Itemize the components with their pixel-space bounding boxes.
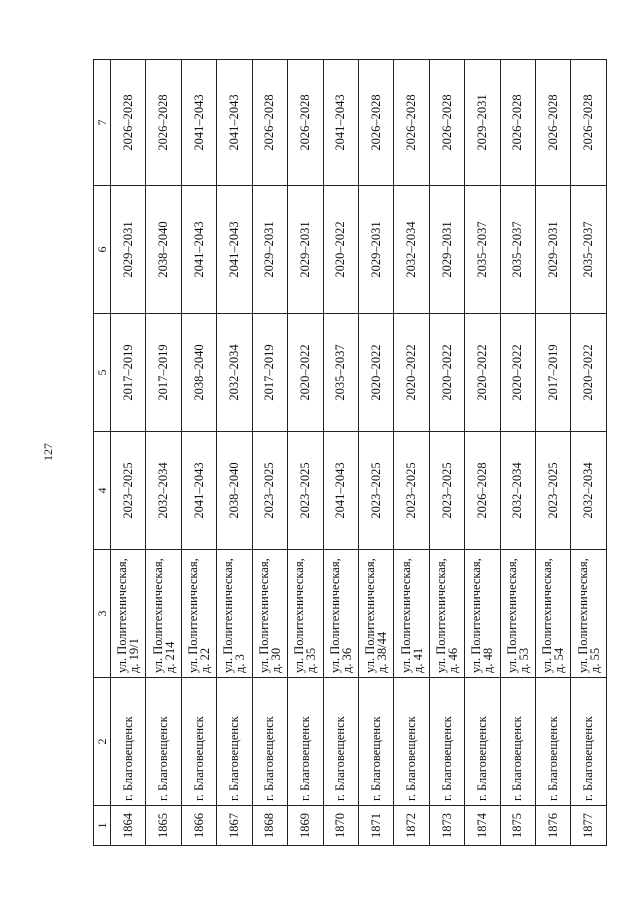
row-number: 1875 [510, 813, 525, 838]
table-header [94, 60, 111, 846]
period-col7-cell [217, 60, 252, 186]
header-cell: 1 [94, 806, 111, 846]
city-cell [323, 678, 358, 806]
period-col7-cell [323, 60, 358, 186]
period-col6-cell [394, 186, 429, 314]
row-number-cell [571, 806, 607, 846]
period-col4-cell [465, 432, 500, 550]
address-cell [323, 550, 358, 678]
period-col5-cell [111, 314, 146, 432]
row-number: 1871 [368, 813, 383, 838]
data-table [93, 59, 607, 846]
address-street: ул. Политехническая, [363, 558, 378, 673]
period-col4: 2032–2034 [510, 462, 525, 519]
address-house: д. 19/1 [127, 638, 142, 673]
period-col7-cell [111, 60, 146, 186]
header-cell: 2 [94, 678, 111, 806]
period-col4: 2023–2025 [404, 462, 419, 519]
period-col7-cell [181, 60, 216, 186]
period-col5: 2020–2022 [510, 344, 525, 401]
address-street: ул. Политехническая, [186, 558, 201, 673]
period-col5: 2017–2019 [156, 344, 171, 401]
row-number: 1874 [474, 813, 489, 838]
table-row [252, 60, 287, 846]
city-name: г. Благовещенск [439, 716, 454, 801]
period-col6-cell [146, 186, 181, 314]
period-col6: 2029–2031 [262, 221, 277, 278]
period-col5: 2017–2019 [545, 344, 560, 401]
city-name: г. Благовещенск [474, 716, 489, 801]
row-number: 1867 [226, 813, 241, 838]
period-col4: 2032–2034 [156, 462, 171, 519]
period-col4: 2026–2028 [474, 462, 489, 519]
period-col7: 2041–2043 [226, 94, 241, 151]
period-col6: 2032–2034 [404, 221, 419, 278]
row-number-cell [217, 806, 252, 846]
address-house: д. 46 [446, 647, 460, 673]
city-cell [252, 678, 287, 806]
period-col5-cell [217, 314, 252, 432]
address-house: д. 41 [410, 647, 425, 673]
city-cell [429, 678, 464, 806]
city-cell [146, 678, 181, 806]
address-house: д. 3 [233, 654, 248, 673]
period-col6-cell [252, 186, 287, 314]
period-col7-cell [358, 60, 393, 186]
period-col6: 2020–2022 [333, 221, 348, 278]
row-number-cell [146, 806, 181, 846]
period-col6-cell [465, 186, 500, 314]
header-cell: 5 [94, 314, 111, 432]
period-col7: 2026–2028 [545, 94, 560, 151]
row-number-cell [500, 806, 535, 846]
row-number: 1865 [156, 813, 171, 838]
period-col7-cell [252, 60, 287, 186]
period-col5: 2020–2022 [404, 344, 419, 401]
period-col6: 2035–2037 [581, 221, 596, 278]
header-cell: 6 [94, 186, 111, 314]
period-col7: 2026–2028 [581, 94, 596, 151]
period-col4-cell [358, 432, 393, 550]
period-col7: 2026–2028 [404, 94, 419, 151]
address-house: д. 55 [587, 647, 602, 673]
row-number: 1866 [191, 813, 206, 838]
address-street: ул. Политехническая, [115, 558, 130, 673]
period-col7-cell [465, 60, 500, 186]
header-cell: 4 [94, 432, 111, 550]
period-col6-cell [217, 186, 252, 314]
address-cell [536, 550, 571, 678]
period-col6-cell [181, 186, 216, 314]
city-cell [571, 678, 607, 806]
period-col5: 2035–2037 [333, 344, 348, 401]
period-col7: 2026–2028 [297, 94, 312, 151]
period-col4-cell [500, 432, 535, 550]
period-col7-cell [571, 60, 607, 186]
address-house: д. 36 [339, 647, 354, 673]
period-col6: 2041–2043 [191, 221, 206, 278]
period-col5-cell [146, 314, 181, 432]
period-col5: 2020–2022 [368, 344, 383, 401]
row-number-cell [465, 806, 500, 846]
period-col6: 2038–2040 [156, 221, 171, 278]
table-row [288, 60, 323, 846]
period-col6: 2029–2031 [297, 221, 312, 278]
row-number-cell [181, 806, 216, 846]
address-street: ул. Политехническая, [292, 558, 307, 673]
address-street: ул. Политехническая, [221, 558, 236, 673]
period-col7-cell [536, 60, 571, 186]
period-col4: 2023–2025 [262, 462, 277, 519]
table-body [111, 60, 607, 846]
address-street: ул. Политехническая, [504, 558, 519, 673]
header-row [94, 60, 111, 846]
period-col5-cell [394, 314, 429, 432]
period-col7: 2026–2028 [262, 94, 277, 151]
period-col5: 2032–2034 [226, 344, 241, 401]
address-cell [181, 550, 216, 678]
period-col4-cell [181, 432, 216, 550]
period-col4-cell [571, 432, 607, 550]
period-col4: 2041–2043 [333, 462, 348, 519]
period-col4-cell [111, 432, 146, 550]
period-col6-cell [536, 186, 571, 314]
period-col7: 2026–2028 [368, 94, 383, 151]
table-row [111, 60, 146, 846]
city-name: г. Благовещенск [120, 716, 135, 801]
address-street: ул. Политехническая, [256, 558, 271, 673]
period-col4: 2023–2025 [439, 462, 454, 519]
period-col5-cell [500, 314, 535, 432]
period-col5: 2020–2022 [439, 344, 454, 401]
city-name: г. Благовещенск [297, 716, 312, 801]
address-street: ул. Политехническая, [540, 558, 555, 673]
row-number: 1873 [439, 813, 454, 838]
address-street: ул. Политехническая, [575, 558, 590, 673]
address-cell [465, 550, 500, 678]
city-cell [111, 678, 146, 806]
table-row [571, 60, 607, 846]
city-cell [536, 678, 571, 806]
address-street: ул. Политехническая, [434, 558, 448, 673]
row-number-cell [394, 806, 429, 846]
period-col4-cell [394, 432, 429, 550]
address-street: ул. Политехническая, [469, 558, 484, 673]
period-col7-cell [288, 60, 323, 186]
period-col5-cell [323, 314, 358, 432]
period-col7-cell [394, 60, 429, 186]
period-col5: 2038–2040 [191, 344, 206, 401]
period-col5-cell [536, 314, 571, 432]
period-col7: 2026–2028 [156, 94, 171, 151]
row-number-cell [323, 806, 358, 846]
period-col6: 2035–2037 [474, 221, 489, 278]
period-col5: 2020–2022 [297, 344, 312, 401]
period-col5-cell [571, 314, 607, 432]
period-col5-cell [358, 314, 393, 432]
period-col6-cell [429, 186, 464, 314]
period-col7: 2026–2028 [510, 94, 525, 151]
period-col5: 2017–2019 [262, 344, 277, 401]
address-house: д. 54 [552, 647, 567, 673]
period-col5-cell [252, 314, 287, 432]
city-name: г. Благовещенск [510, 716, 525, 801]
period-col6: 2029–2031 [545, 221, 560, 278]
period-col6-cell [358, 186, 393, 314]
row-number: 1876 [545, 813, 560, 838]
period-col7-cell [500, 60, 535, 186]
period-col6: 2029–2031 [439, 221, 454, 278]
period-col4: 2023–2025 [120, 462, 135, 519]
period-col6: 2029–2031 [120, 221, 135, 278]
period-col4-cell [146, 432, 181, 550]
row-number: 1870 [333, 813, 348, 838]
row-number-cell [111, 806, 146, 846]
table-row [181, 60, 216, 846]
city-name: г. Благовещенск [226, 716, 241, 801]
address-house: д. 214 [162, 641, 177, 673]
city-name: г. Благовещенск [404, 716, 419, 801]
period-col5-cell [465, 314, 500, 432]
period-col7-cell [146, 60, 181, 186]
page-number: 127 [41, 443, 55, 461]
address-house: д. 30 [268, 647, 283, 673]
table-row [217, 60, 252, 846]
row-number-cell [429, 806, 464, 846]
period-col5: 2017–2019 [120, 344, 135, 401]
period-col4-cell [429, 432, 464, 550]
period-col7: 2026–2028 [120, 94, 135, 151]
table-row [394, 60, 429, 846]
city-name: г. Благовещенск [156, 716, 171, 801]
city-cell [358, 678, 393, 806]
address-cell [217, 550, 252, 678]
table-container [93, 60, 607, 846]
row-number-cell [358, 806, 393, 846]
period-col5: 2020–2022 [581, 344, 596, 401]
period-col7: 2041–2043 [333, 94, 348, 151]
address-cell [288, 550, 323, 678]
table-row [465, 60, 500, 846]
address-cell [111, 550, 146, 678]
address-house: д. 35 [304, 647, 319, 673]
address-street: ул. Политехническая, [327, 558, 342, 673]
row-number-cell [252, 806, 287, 846]
period-col4: 2023–2025 [297, 462, 312, 519]
period-col6: 2035–2037 [510, 221, 525, 278]
city-name: г. Благовещенск [581, 716, 596, 801]
header-cell: 7 [94, 60, 111, 186]
city-cell [465, 678, 500, 806]
period-col7: 2041–2043 [191, 94, 206, 151]
city-cell [181, 678, 216, 806]
row-number-cell [536, 806, 571, 846]
table-row [323, 60, 358, 846]
address-cell [252, 550, 287, 678]
period-col6-cell [323, 186, 358, 314]
address-street: ул. Политехническая, [150, 558, 165, 673]
table-row [146, 60, 181, 846]
period-col4: 2041–2043 [191, 462, 206, 519]
period-col7: 2026–2028 [439, 94, 454, 151]
address-cell [146, 550, 181, 678]
row-number: 1877 [581, 813, 596, 838]
period-col5-cell [288, 314, 323, 432]
city-cell [500, 678, 535, 806]
address-house: д. 53 [516, 647, 531, 673]
address-cell [500, 550, 535, 678]
address-house: д. 48 [481, 647, 496, 673]
address-street: ул. Политехническая, [398, 558, 413, 673]
city-name: г. Благовещенск [368, 716, 383, 801]
period-col6-cell [500, 186, 535, 314]
period-col5-cell [429, 314, 464, 432]
row-number: 1864 [120, 813, 135, 838]
row-number: 1869 [297, 813, 312, 838]
city-name: г. Благовещенск [191, 716, 206, 801]
address-cell [358, 550, 393, 678]
row-number: 1868 [262, 813, 277, 838]
period-col4-cell [323, 432, 358, 550]
table-row [429, 60, 464, 846]
period-col6-cell [288, 186, 323, 314]
table-row [358, 60, 393, 846]
period-col4-cell [217, 432, 252, 550]
period-col4-cell [536, 432, 571, 550]
period-col4-cell [288, 432, 323, 550]
period-col5: 2020–2022 [474, 344, 489, 401]
city-name: г. Благовещенск [545, 716, 560, 801]
row-number: 1872 [404, 813, 419, 838]
period-col6: 2041–2043 [226, 221, 241, 278]
period-col7-cell [429, 60, 464, 186]
city-cell [288, 678, 323, 806]
header-cell: 3 [94, 550, 111, 678]
period-col6-cell [571, 186, 607, 314]
address-house: д. 38/44 [375, 631, 390, 673]
address-house: д. 22 [198, 647, 213, 673]
city-cell [394, 678, 429, 806]
period-col4: 2023–2025 [368, 462, 383, 519]
period-col4: 2032–2034 [581, 462, 596, 519]
period-col7: 2029–2031 [474, 94, 489, 151]
table-row [536, 60, 571, 846]
period-col5-cell [181, 314, 216, 432]
rotated-table [93, 60, 607, 846]
city-name: г. Благовещенск [262, 716, 277, 801]
address-cell [394, 550, 429, 678]
period-col4: 2038–2040 [226, 462, 241, 519]
address-cell [429, 550, 464, 678]
city-name: г. Благовещенск [333, 716, 348, 801]
period-col6: 2029–2031 [368, 221, 383, 278]
period-col4: 2023–2025 [545, 462, 560, 519]
period-col6-cell [111, 186, 146, 314]
period-col4-cell [252, 432, 287, 550]
table-row [500, 60, 535, 846]
address-cell [571, 550, 607, 678]
city-cell [217, 678, 252, 806]
row-number-cell [288, 806, 323, 846]
